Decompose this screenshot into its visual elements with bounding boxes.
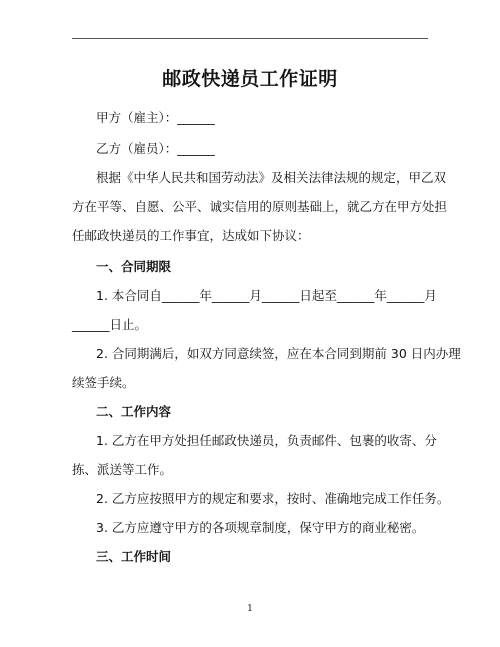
section-3-heading: 三、工作时间 xyxy=(96,549,172,564)
header-rule xyxy=(72,38,428,39)
intro-line-3: 任邮政快递员的工作事宜，达成如下协议： xyxy=(72,228,310,243)
section-1-heading: 一、合同期限 xyxy=(96,259,172,274)
clause-2-2: 2. 乙方应按照甲方的规定和要求，按时、准确地完成工作任务。 xyxy=(96,491,450,506)
clause-2-1-line-2: 拣、派送等工作。 xyxy=(72,462,173,477)
intro-line-2: 方在平等、自愿、公平、诚实信用的原则基础上，就乙方在甲方处担 xyxy=(72,199,448,214)
clause-2-1-line-1: 1. 乙方在甲方处担任邮政快递员，负责邮件、包裹的收寄、分 xyxy=(96,433,437,448)
intro-line-1: 根据《中华人民共和国劳动法》及相关法律法规的规定，甲乙双 xyxy=(96,170,447,185)
clause-1-2-line-1: 2. 合同期满后，如双方同意续签，应在本合同到期前 30 日内办理 xyxy=(96,346,461,361)
clause-1-1-line-1: 1. 本合同自______年______月______日起至______年______月 xyxy=(96,288,437,303)
clause-2-3: 3. 乙方应遵守甲方的各项规章制度，保守甲方的商业秘密。 xyxy=(96,520,425,535)
party-b-line: 乙方（雇员）：______ xyxy=(96,141,215,156)
clause-1-2-line-2: 续签手续。 xyxy=(72,375,135,390)
page-number: 1 xyxy=(247,604,253,614)
party-a-line: 甲方（雇主）：______ xyxy=(96,110,215,125)
section-2-heading: 二、工作内容 xyxy=(96,404,172,419)
document-title: 邮政快递员工作证明 xyxy=(162,68,338,90)
clause-1-1-line-2: ______日止。 xyxy=(72,317,148,332)
